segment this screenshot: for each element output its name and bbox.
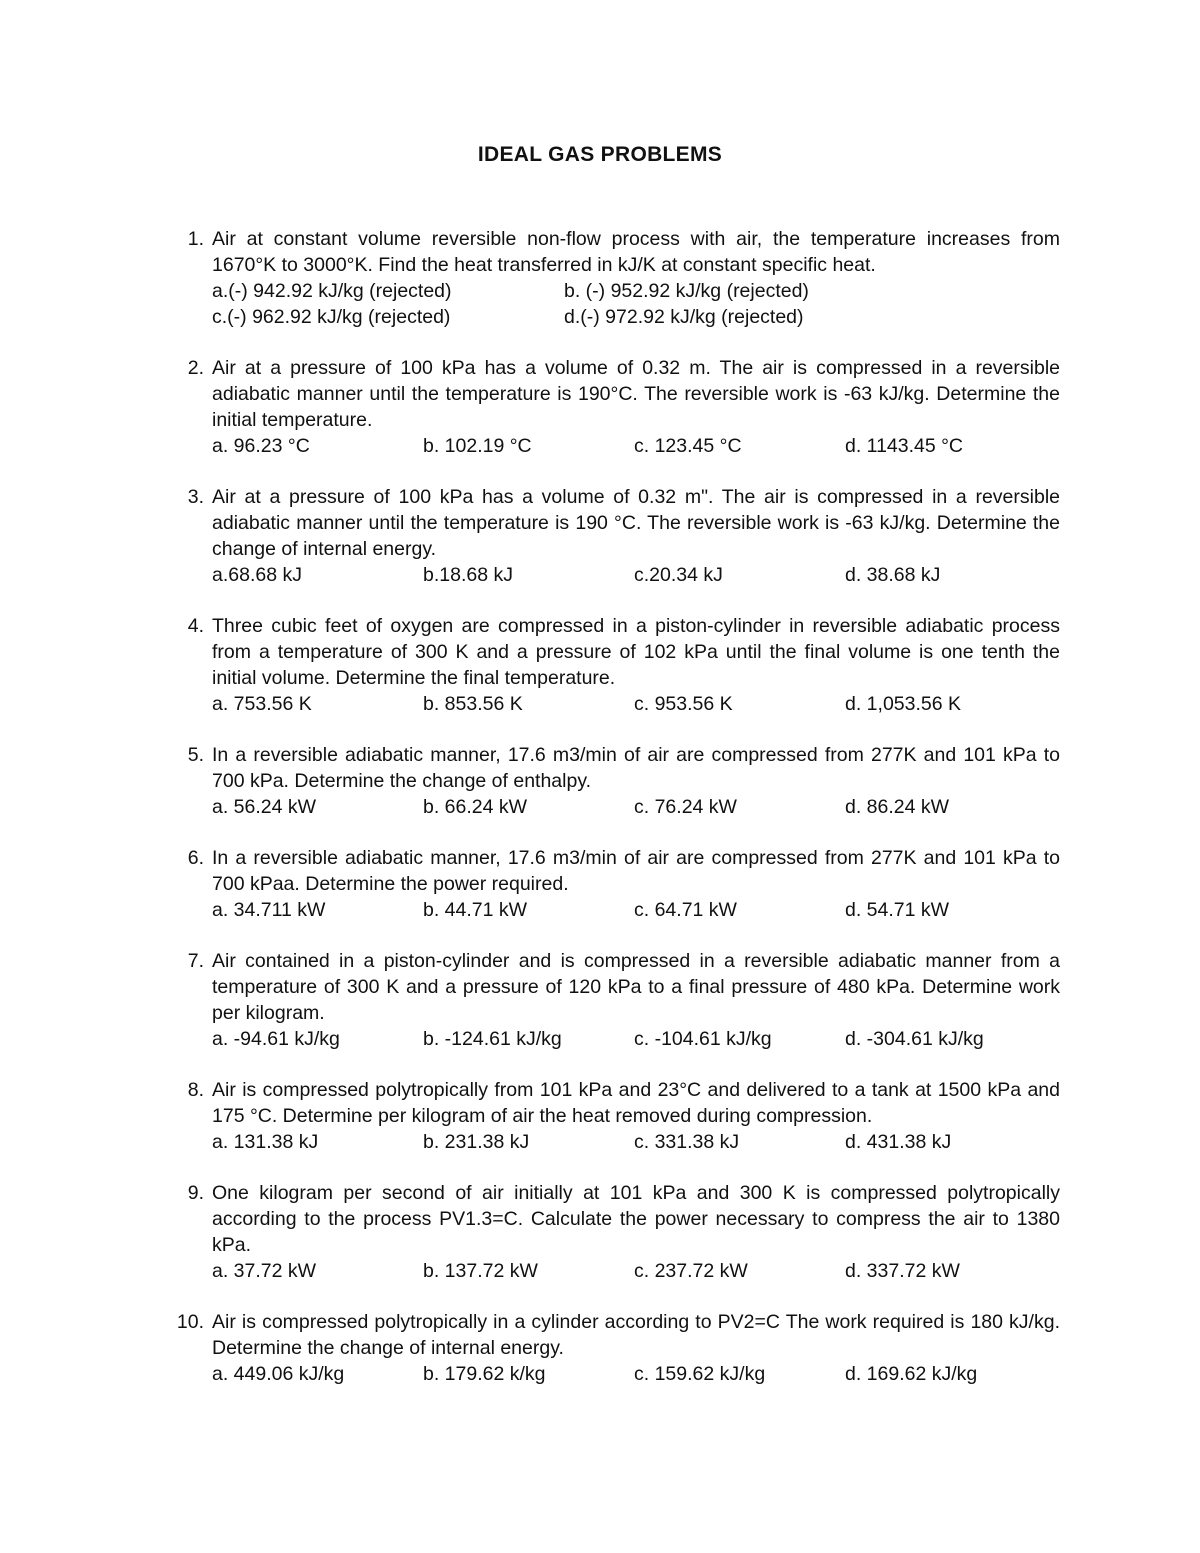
choice-d: d. 1143.45 °C bbox=[845, 435, 964, 457]
choice-c: c.20.34 kJ bbox=[634, 564, 723, 586]
choice-b: b. 66.24 kW bbox=[423, 796, 528, 818]
problem-text: Air at a pressure of 100 kPa has a volume of 0.32 m". The air is compressed in a reversible adiabatic manner until the temperature is 190 °C. The reversible work is -63 kJ/kg. Determine the change of internal energy. bbox=[212, 486, 1060, 560]
answer-choices bbox=[212, 562, 1060, 588]
problem-text: Three cubic feet of oxygen are compressed in a piston-cylinder in reversible adiabatic process from a temperature of 300 K and a pressure of 102 kPa until the final volume is one tenth the initial volume. Determine the final temperature. bbox=[212, 615, 1060, 689]
choice-a: a. -94.61 kJ/kg bbox=[212, 1028, 340, 1050]
problem-text: Air at constant volume reversible non-flow process with air, the temperature increases from 1670°K to 3000°K. Find the heat transferred in kJ/K at constant specific heat. bbox=[212, 228, 1060, 276]
choice-c: c. -104.61 kJ/kg bbox=[634, 1028, 772, 1050]
problem-number: 3. bbox=[187, 486, 204, 508]
problem-text: Air is compressed polytropically in a cylinder according to PV2=C The work required is 180 kJ/kg. Determine the change of internal energy. bbox=[212, 1311, 1060, 1359]
problem-number: 1. bbox=[187, 228, 204, 250]
choice-b: b. 853.56 K bbox=[423, 693, 523, 715]
choice-a: a. 56.24 kW bbox=[212, 796, 317, 818]
answer-choices bbox=[212, 794, 1060, 820]
problem-text: Air is compressed polytropically from 101 kPa and 23°C and delivered to a tank at 1500 kPa and 175 °C. Determine per kilogram of air the heat removed during compression. bbox=[212, 1079, 1060, 1127]
choice-b: b.18.68 kJ bbox=[423, 564, 513, 586]
choice-b: b. 44.71 kW bbox=[423, 899, 528, 921]
problem-text: Air contained in a piston-cylinder and is compressed in a reversible adiabatic manner from a temperature of 300 K and a pressure of 120 kPa to a final pressure of 480 kPa. Determine work per kilogram. bbox=[212, 950, 1060, 1024]
answer-choices bbox=[212, 1129, 1060, 1155]
choice-b: b. 231.38 kJ bbox=[423, 1131, 530, 1153]
choice-c: c.(-) 962.92 kJ/kg (rejected) bbox=[212, 306, 451, 328]
choice-d: d. 54.71 kW bbox=[845, 899, 950, 921]
problem-item bbox=[164, 1077, 1060, 1155]
choice-a: a. 96.23 °C bbox=[212, 435, 310, 457]
problem-item bbox=[164, 613, 1060, 717]
answer-choices bbox=[212, 897, 1060, 923]
choice-c: c. 76.24 kW bbox=[634, 796, 737, 818]
problem-number: 7. bbox=[187, 950, 204, 972]
answer-choices bbox=[212, 691, 1060, 717]
page-title: IDEAL GAS PROBLEMS bbox=[477, 143, 723, 166]
choice-d: d. -304.61 kJ/kg bbox=[845, 1028, 984, 1050]
problem-number: 10. bbox=[176, 1311, 204, 1333]
choice-b: b. 137.72 kW bbox=[423, 1260, 538, 1282]
choice-d: d. 38.68 kJ bbox=[845, 564, 941, 586]
choice-b: b. -124.61 kJ/kg bbox=[423, 1028, 562, 1050]
problem-text: One kilogram per second of air initially at 101 kPa and 300 K is compressed polytropically according to the process PV1.3=C. Calculate the power necessary to compress the air to 1380 kPa. bbox=[212, 1182, 1060, 1256]
problem-number: 6. bbox=[187, 847, 204, 869]
choice-b: b. 102.19 °C bbox=[423, 435, 532, 457]
answer-choices bbox=[212, 278, 1060, 330]
choice-c: c. 159.62 kJ/kg bbox=[634, 1363, 766, 1385]
problem-text: In a reversible adiabatic manner, 17.6 m3/min of air are compressed from 277K and 101 kPa to 700 kPa. Determine the change of enthalpy. bbox=[212, 744, 1060, 792]
problem-number: 4. bbox=[187, 615, 204, 637]
choice-b: b. (-) 952.92 kJ/kg (rejected) bbox=[564, 280, 809, 302]
choice-c: c. 331.38 kJ bbox=[634, 1131, 740, 1153]
choice-d: d. 431.38 kJ bbox=[845, 1131, 952, 1153]
problem-number: 2. bbox=[187, 357, 204, 379]
choice-a: a.(-) 942.92 kJ/kg (rejected) bbox=[212, 280, 452, 302]
choice-a: a. 34.711 kW bbox=[212, 899, 326, 921]
problem-text: In a reversible adiabatic manner, 17.6 m3/min of air are compressed from 277K and 101 kPa to 700 kPaa. Determine the power required. bbox=[212, 847, 1060, 895]
choice-c: c. 237.72 kW bbox=[634, 1260, 748, 1282]
choice-c: c. 953.56 K bbox=[634, 693, 733, 715]
choice-a: a. 131.38 kJ bbox=[212, 1131, 319, 1153]
choice-d: d. 1,053.56 K bbox=[845, 693, 962, 715]
problem-number: 8. bbox=[187, 1079, 204, 1101]
choice-a: a. 449.06 kJ/kg bbox=[212, 1363, 345, 1385]
choice-b: b. 179.62 k/kg bbox=[423, 1363, 546, 1385]
choice-a: a. 37.72 kW bbox=[212, 1260, 317, 1282]
answer-choices bbox=[212, 433, 1060, 459]
choice-d: d. 86.24 kW bbox=[845, 796, 950, 818]
problem-text: Air at a pressure of 100 kPa has a volume of 0.32 m. The air is compressed in a reversible adiabatic manner until the temperature is 190°C. The reversible work is -63 kJ/kg. Determine the initial temperature. bbox=[212, 357, 1060, 431]
problem-item bbox=[164, 742, 1060, 820]
choice-d: d. 169.62 kJ/kg bbox=[845, 1363, 978, 1385]
answer-choices bbox=[212, 1361, 1060, 1387]
problem-item bbox=[164, 484, 1060, 588]
answer-choices bbox=[212, 1026, 1060, 1052]
choice-d: d. 337.72 kW bbox=[845, 1260, 960, 1282]
answer-choices bbox=[212, 1258, 1060, 1284]
problem-number: 9. bbox=[187, 1182, 204, 1204]
problem-item bbox=[164, 226, 1060, 330]
problem-item bbox=[164, 355, 1060, 459]
problem-item bbox=[164, 1180, 1060, 1284]
problem-number: 5. bbox=[187, 744, 204, 766]
problem-item bbox=[164, 845, 1060, 923]
problem-list bbox=[164, 226, 1060, 1387]
choice-a: a.68.68 kJ bbox=[212, 564, 302, 586]
choice-c: c. 123.45 °C bbox=[634, 435, 742, 457]
choice-c: c. 64.71 kW bbox=[634, 899, 737, 921]
problem-item bbox=[164, 948, 1060, 1052]
choice-a: a. 753.56 K bbox=[212, 693, 312, 715]
problem-item bbox=[164, 1309, 1060, 1387]
choice-d: d.(-) 972.92 kJ/kg (rejected) bbox=[564, 306, 804, 328]
